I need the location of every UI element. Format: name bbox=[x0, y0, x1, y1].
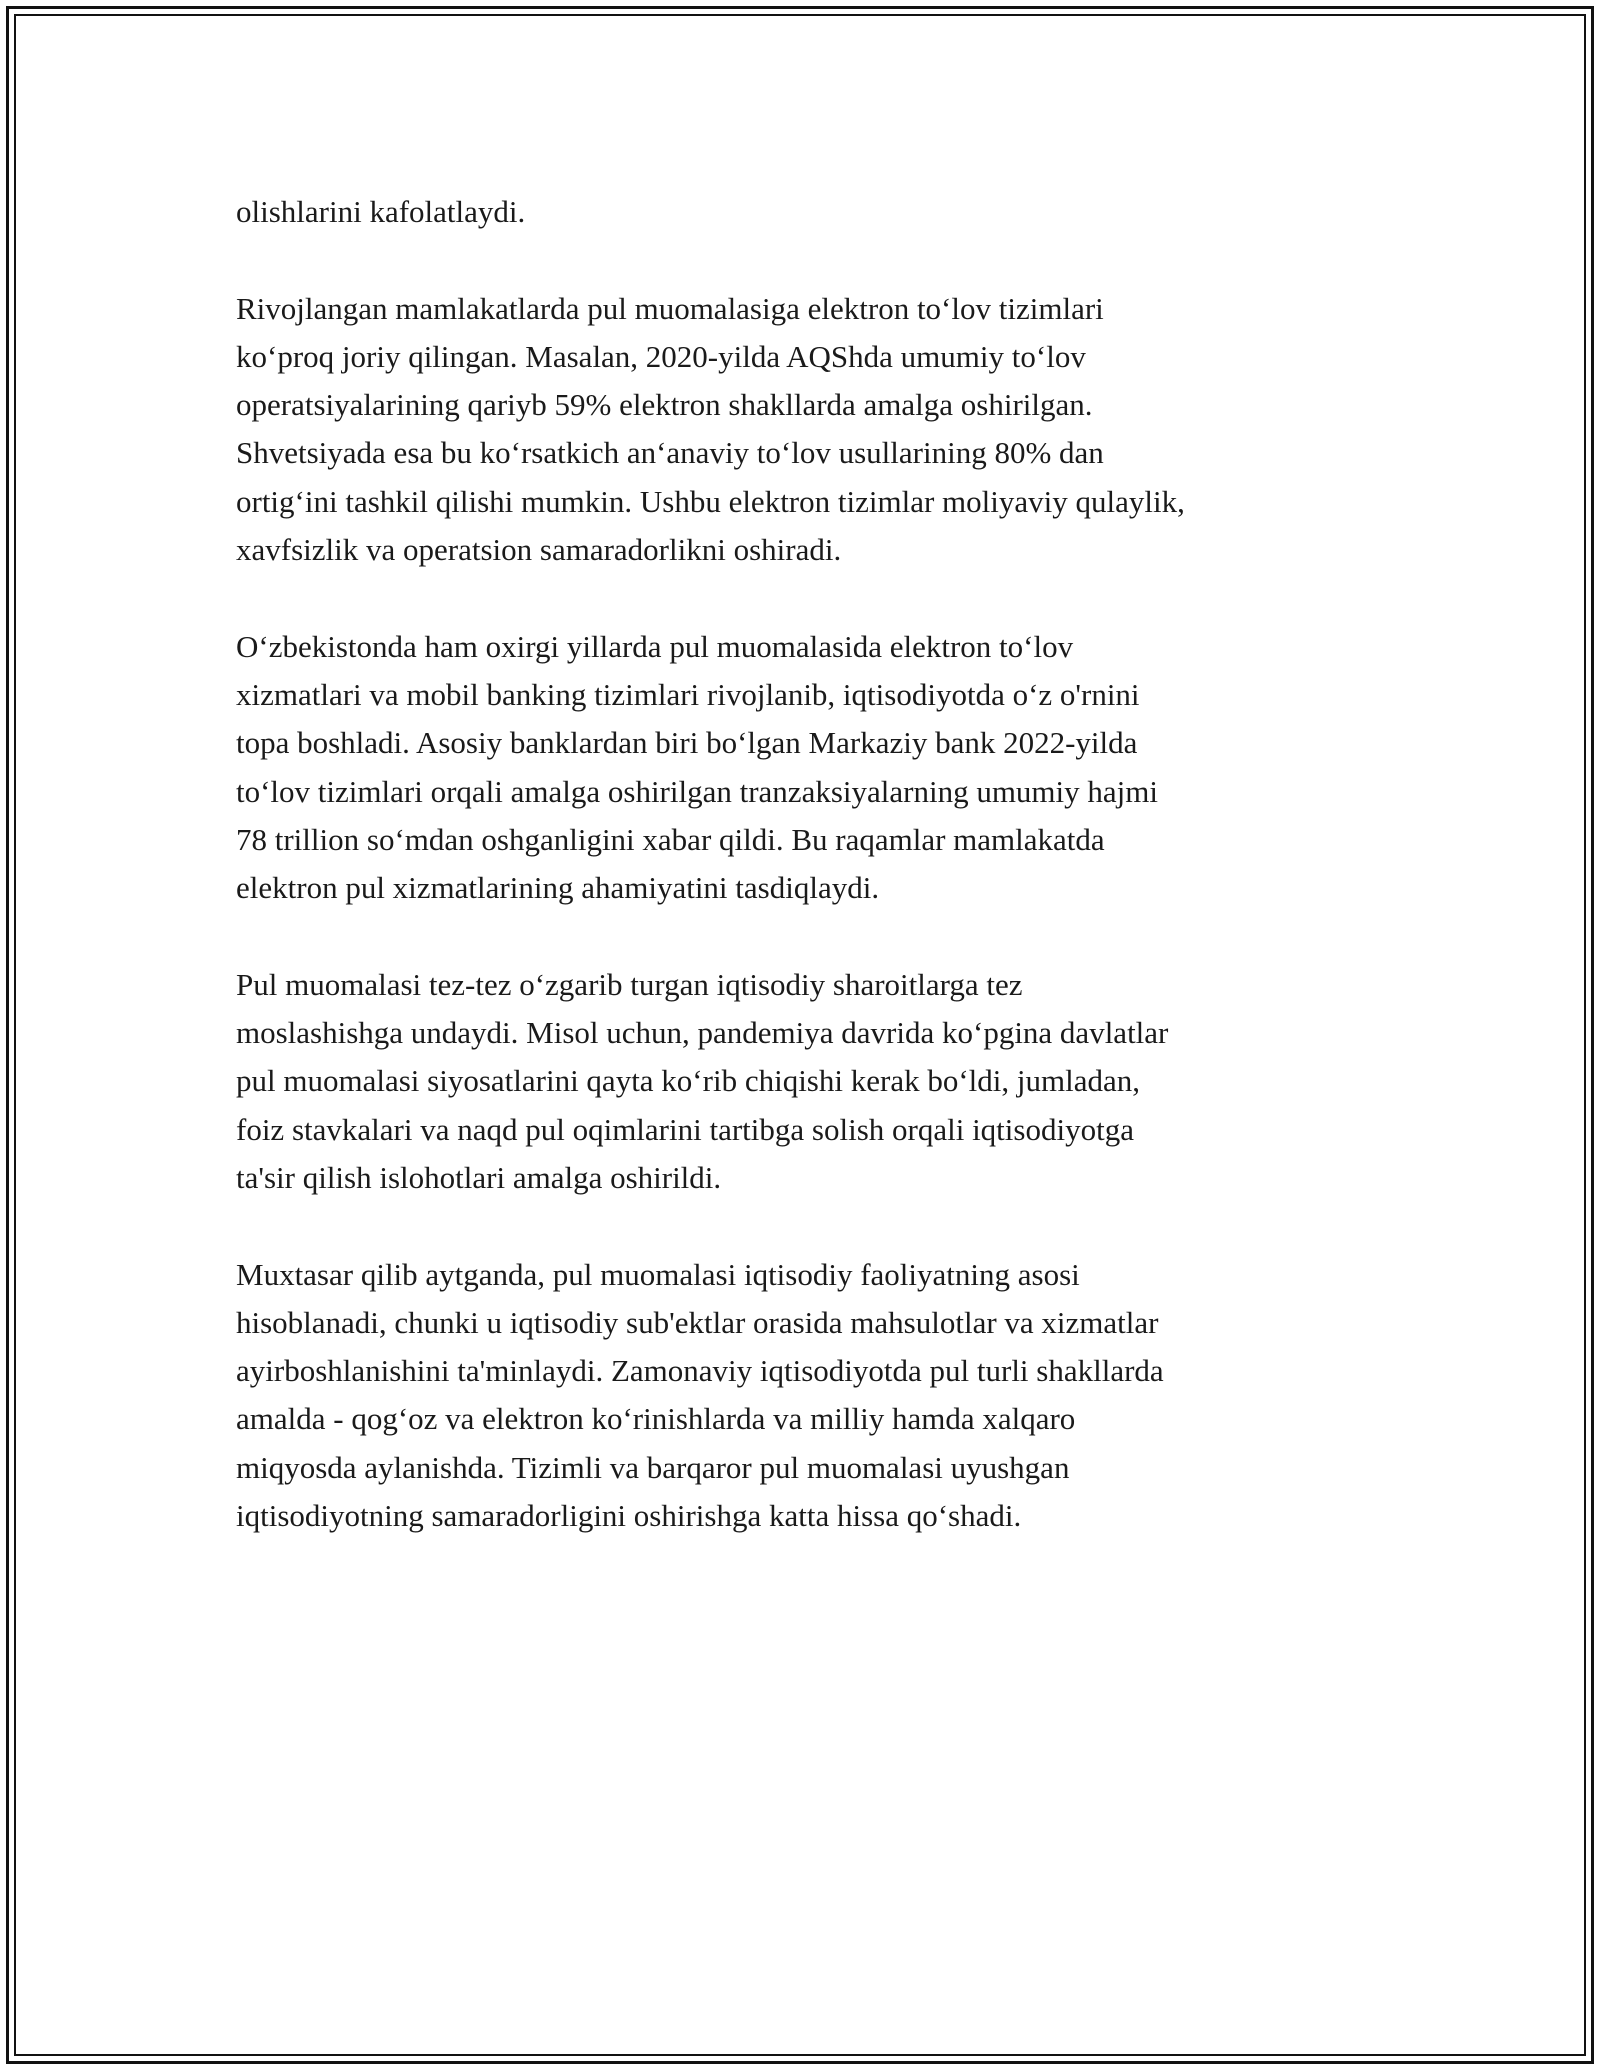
text-line: xizmatlari va mobil banking tizimlari rivojlanib, iqtisodiyotda o‘z o'rnini bbox=[236, 676, 1140, 712]
text-line: olishlarini kafolatlaydi. bbox=[236, 194, 526, 229]
text-line: Pul muomalasi tez-tez o‘zgarib turgan iqtisodiy sharoitlarga tez bbox=[236, 966, 1023, 1002]
text-line: moslashishga undaydi. Misol uchun, pandemiya davrida ko‘pgina davlatlar bbox=[236, 1015, 1169, 1051]
paragraph-spacer bbox=[236, 1202, 1376, 1250]
text-line: Muxtasar qilib aytganda, pul muomalasi iqtisodiy faoliyatning asosi bbox=[236, 1256, 1080, 1292]
text-line: ta'sir qilish islohotlari amalga oshirildi. bbox=[236, 1159, 722, 1195]
text-line: xavfsizlik va operatsion samaradorlikni oshiradi. bbox=[236, 532, 842, 568]
paragraph-5 bbox=[236, 1251, 1376, 1541]
text-line: ko‘proq joriy qilingan. Masalan, 2020-yilda AQShda umumiy to‘lov bbox=[236, 338, 1086, 374]
text-line: O‘zbekistonda ham oxirgi yillarda pul muomalasida elektron to‘lov bbox=[236, 628, 1074, 664]
text-line: to‘lov tizimlari orqali amalga oshirilgan tranzaksiyalarning umumiy hajmi bbox=[236, 773, 1159, 809]
text-line: foiz stavkalari va naqd pul oqimlarini tartibga solish orqali iqtisodiyotga bbox=[236, 1111, 1134, 1147]
paragraph-2 bbox=[236, 285, 1376, 575]
text-line: Rivojlangan mamlakatlarda pul muomalasiga elektron to‘lov tizimlari bbox=[236, 290, 1104, 326]
paragraph-1 bbox=[236, 188, 1376, 236]
text-line: amalda - qog‘oz va elektron ko‘rinishlarda va milliy hamda xalqaro bbox=[236, 1401, 1076, 1437]
text-line: miqyosda aylanishda. Tizimli va barqaror pul muomalasi uyushgan bbox=[236, 1449, 1070, 1485]
text-line: pul muomalasi siyosatlarini qayta ko‘rib chiqishi kerak bo‘ldi, jumladan, bbox=[236, 1063, 1140, 1099]
text-line: ayirboshlanishini ta'minlaydi. Zamonaviy iqtisodiyotda pul turli shakllarda bbox=[236, 1353, 1164, 1389]
text-line: hisoblanadi, chunki u iqtisodiy sub'ektlar orasida mahsulotlar va xizmatlar bbox=[236, 1304, 1159, 1340]
text-line: Shvetsiyada esa bu ko‘rsatkich an‘anaviy to‘lov usullarining 80% dan bbox=[236, 435, 1104, 471]
paragraph-4 bbox=[236, 961, 1376, 1202]
text-line: 78 trillion so‘mdan oshganligini xabar qildi. Bu raqamlar mamlakatda bbox=[236, 821, 1105, 857]
text-line: operatsiyalarining qariyb 59% elektron shakllarda amalga oshirilgan. bbox=[236, 387, 1093, 423]
paragraph-3 bbox=[236, 623, 1376, 913]
text-line: topa boshladi. Asosiy banklardan biri bo‘lgan Markaziy bank 2022-yilda bbox=[236, 725, 1138, 761]
text-line: ortig‘ini tashkil qilishi mumkin. Ushbu elektron tizimlar moliyaviy qulaylik, bbox=[236, 483, 1185, 519]
document-body bbox=[236, 188, 1376, 1540]
text-line: iqtisodiyotning samaradorligini oshirishga katta hissa qo‘shadi. bbox=[236, 1498, 1022, 1534]
paragraph-spacer bbox=[236, 574, 1376, 622]
paragraph-spacer bbox=[236, 236, 1376, 284]
text-line: elektron pul xizmatlarining ahamiyatini tasdiqlaydi. bbox=[236, 870, 880, 906]
paragraph-spacer bbox=[236, 912, 1376, 960]
